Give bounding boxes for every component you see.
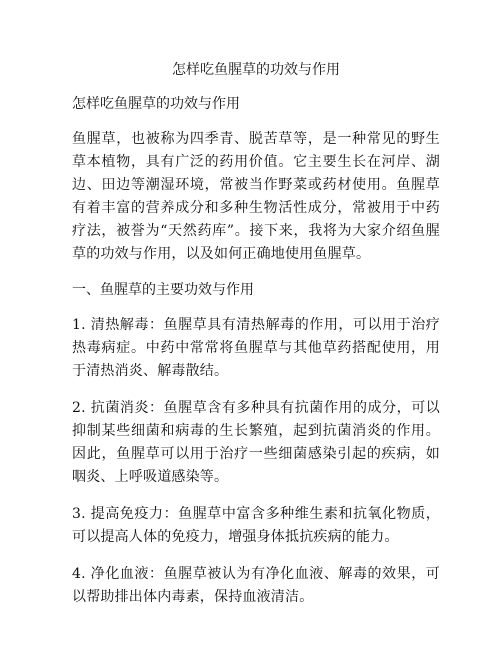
document-subtitle: 怎样吃鱼腥草的功效与作用: [72, 96, 240, 112]
effect-item-2: 2. 抗菌消炎：鱼腥草含有多种具有抗菌作用的成分，可以抑制某些细菌和病毒的生长繁殖，起到抗菌消炎的作用。因此，鱼腥草可以用于治疗一些细菌感染引起的疾病，如咽炎、上呼吸道感染等。: [72, 400, 440, 485]
effect-item-3: 3. 提高免疫力：鱼腥草中富含多种维生素和抗氧化物质，可以提高人体的免疫力，增强身体抵抗疾病的能力。: [72, 506, 440, 545]
effect-item-4: 4. 净化血液：鱼腥草被认为有净化血液、解毒的效果，可以帮助排出体内毒素，保持血液清洁。: [72, 566, 440, 605]
document-title: 怎样吃鱼腥草的功效与作用: [172, 62, 340, 78]
effects-list: [72, 314, 440, 609]
effect-item-1: 1. 清热解毒：鱼腥草具有清热解毒的作用，可以用于治疗热毒病症。中药中常常将鱼腥草与其他草药搭配使用，用于清热消炎、解毒散结。: [72, 317, 440, 379]
intro-paragraph: 鱼腥草，也被称为四季青、脱苦草等，是一种常见的野生草本植物，具有广泛的药用价值。它主要生长在河岸、湖边、田边等潮湿环境，常被当作野菜或药材使用。鱼腥草有着丰富的营养成分和多种生物活性成分，常被用于中药疗法，被誉为“天然药库”。接下来，我将为大家介绍鱼腥草的功效与作用，以及如何正确地使用鱼腥草。: [72, 131, 440, 262]
section-heading: 一、鱼腥草的主要功效与作用: [72, 282, 254, 298]
